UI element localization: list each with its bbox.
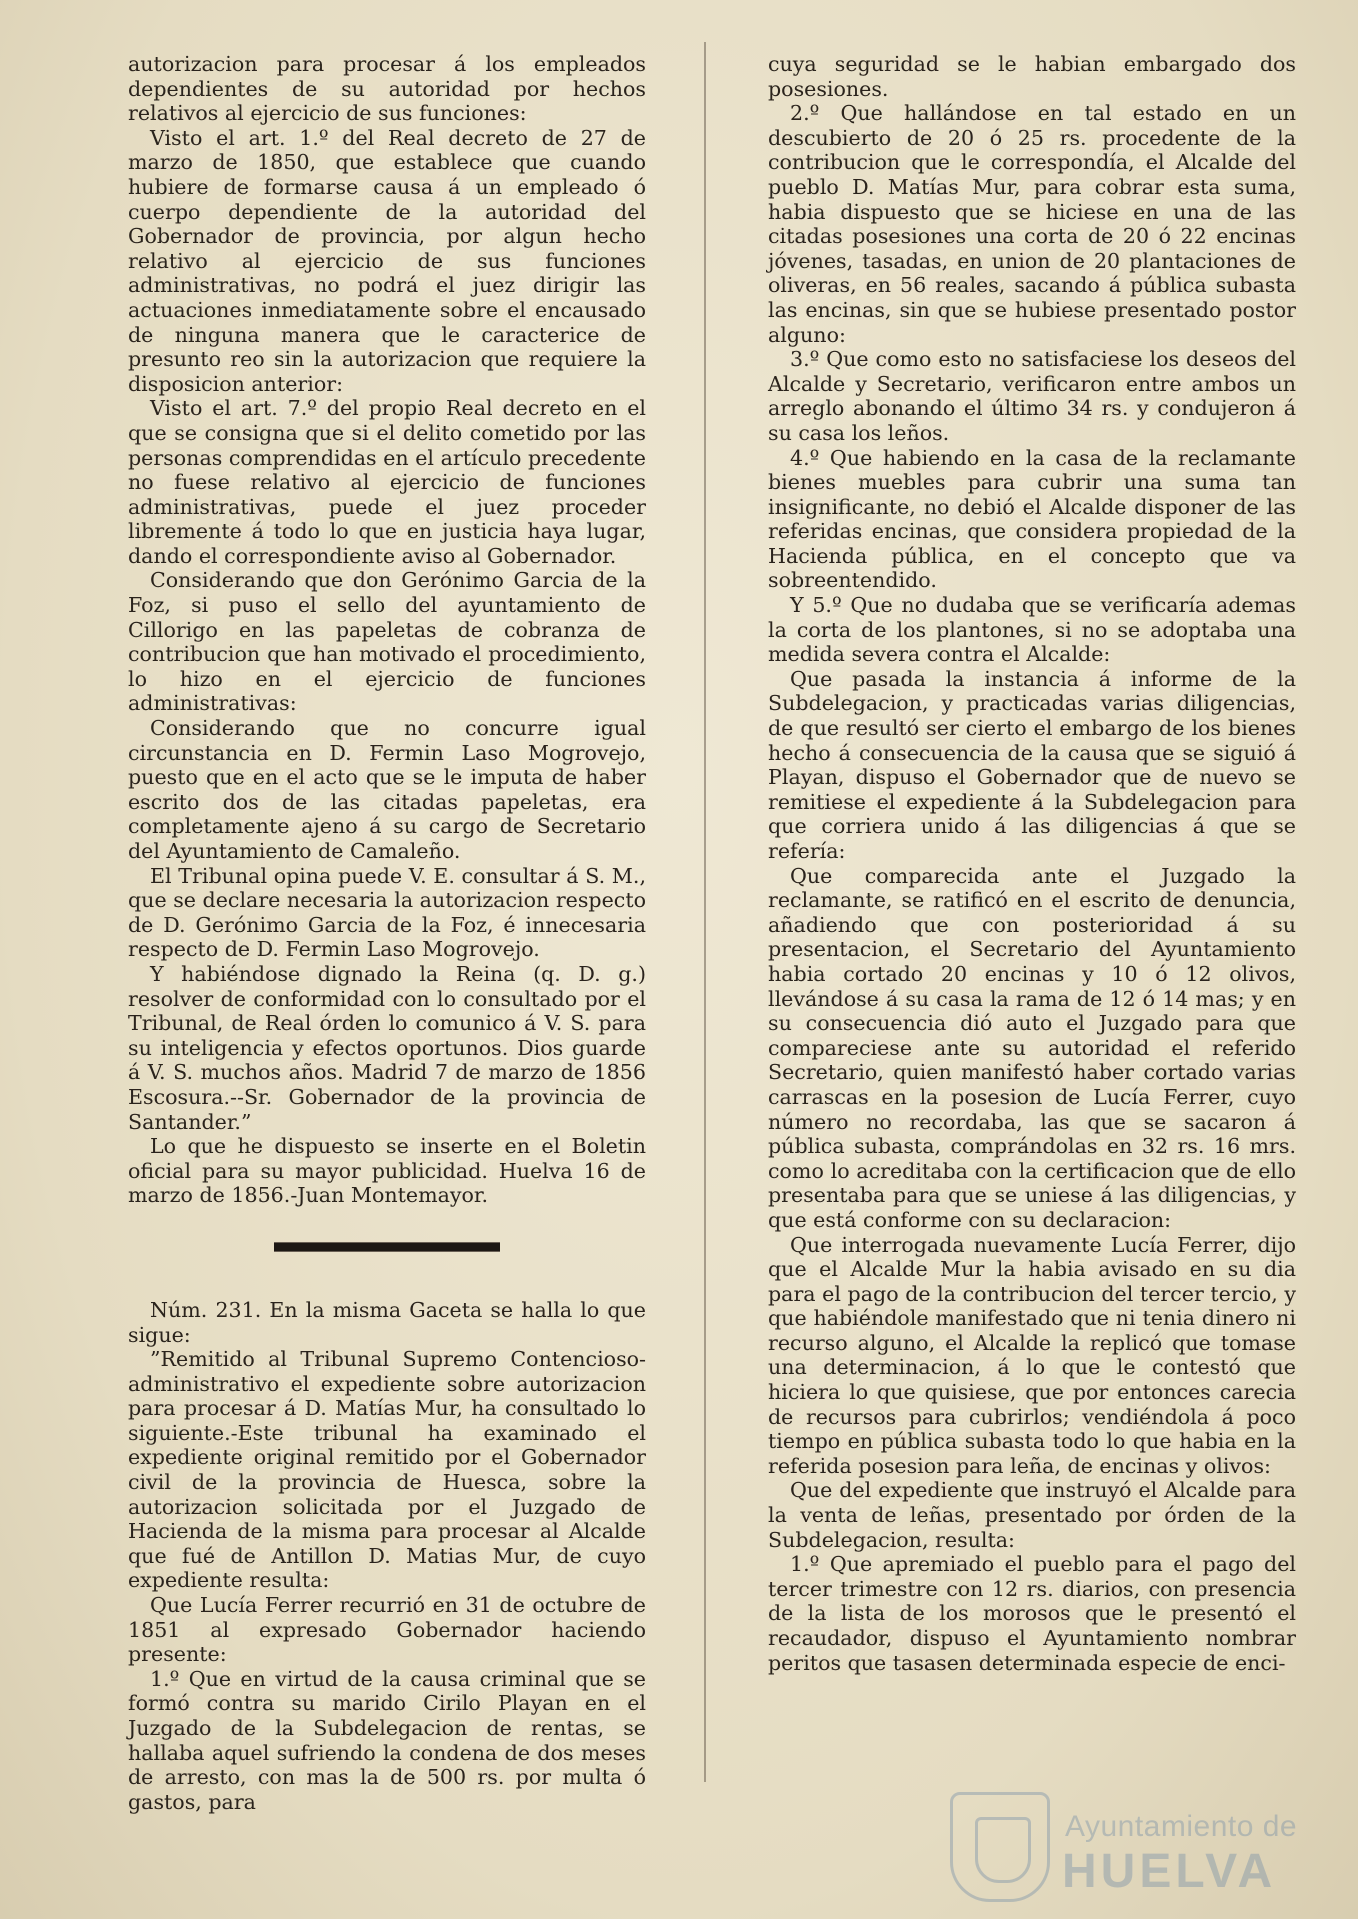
right-column [768, 52, 1296, 1675]
paragraph: Que del expediente que instruyó el Alcalde para la venta de leñas, presentado por órden de la Subdelegacion, resulta: [768, 1478, 1296, 1552]
paragraph: Visto el art. 1.º del Real decreto de 27 de marzo de 1850, que establece que cuando hubiere de formarse causa á un empleado ó cuerpo dependiente de la autoridad del Gobernador de provincia, por algun hecho relativo al ejercicio de sus funciones administrativas, no podrá el juez dirigir las actuaciones inmediatamente sobre el encausado de ninguna manera que le caracterice de presunto reo sin la autorizacion que requiere la disposicion anterior: [128, 125, 646, 396]
paragraph: Y habiéndose dignado la Reina (q. D. g.) resolver de conformidad con lo consultado por el Tribunal, de Real órden lo comunico á V. S. para su inteligencia y efectos oportunos. Dios guarde á V. S. muchos años. Madrid 7 de marzo de 1856 Escosura.--Sr. Gobernador de la provincia de Santander.” [128, 961, 646, 1134]
paragraph: ”Remitido al Tribunal Supremo Contencioso-administrativo el expediente sobre autorizacion para procesar á D. Matías Mur, ha consultado lo siguiente.-Este tribunal ha examinado el expediente original remitido por el Gobernador civil de la provincia de Huesca, sobre la autorizacion solicitada por el Juzgado de Hacienda de la misma para procesar al Alcalde que fué de Antillon D. Matias Mur, de cuyo expediente resulta: [128, 1347, 646, 1593]
column-divider [704, 42, 706, 1782]
paragraph: 3.º Que como esto no satisfaciese los deseos del Alcalde y Secretario, verificaron entre ambos un arreglo abonando el último 34 rs. y condujeron á su casa los leños. [768, 347, 1296, 445]
section-heading: Núm. 231. En la misma Gaceta se halla lo que sigue: [128, 1297, 646, 1347]
paragraph: Que Lucía Ferrer recurrió en 31 de octubre de 1851 al expresado Gobernador haciendo presente: [128, 1593, 646, 1667]
watermark-line1: Ayuntamiento de [1065, 1810, 1298, 1843]
paragraph: Lo que he dispuesto se inserte en el Boletin oficial para su mayor publicidad. Huelva 16 de marzo de 1856.-Juan Montemayor. [128, 1134, 646, 1208]
section-divider-rule [274, 1242, 500, 1252]
paragraph: Visto el art. 7.º del propio Real decreto en el que se consigna que si el delito cometido por las personas comprendidas en el artículo precedente no fuese relativo al ejercicio de funciones administrativas, puede el juez proceder libremente á todo lo que en justicia haya lugar, dando el correspondiente aviso al Gobernador. [128, 396, 646, 568]
paragraph: autorizacion para procesar á los empleados dependientes de su autoridad por hechos relativos al ejercicio de sus funciones: [128, 52, 646, 126]
paragraph: Que interrogada nuevamente Lucía Ferrer, dijo que el Alcalde Mur la habia avisado en su dia para el pago de la contribucion del tercer tercio, y que habiéndole manifestado que ni tenia dinero ni recurso alguno, el Alcalde la replicó que tomase una determinacion, á lo que le contestó que hiciera lo que quisiese, que por entonces carecia de recursos para cubrirlos; vendiéndola á poco tiempo en pública subasta todo lo que habia en la referida posesion para leña, de encinas y olivos: [768, 1232, 1296, 1478]
paragraph: 4.º Que habiendo en la casa de la reclamante bienes muebles para cubrir una suma tan insignificante, no debió el Alcalde disponer de las referidas encinas, que considera propiedad de la Hacienda pública, en el concepto que va sobreentendido. [768, 445, 1296, 593]
watermark-stamp [950, 1792, 1298, 1902]
paragraph: Y 5.º Que no dudaba que se verificaría ademas la corta de los plantones, si no se adoptaba una medida severa contra el Alcalde: [768, 593, 1296, 667]
paragraph: El Tribunal opina puede V. E. consultar á S. M., que se declare necesaria la autorizacion respecto de D. Gerónimo Garcia de la Foz, é innecesaria respecto de D. Fermin Laso Mogrovejo. [128, 863, 646, 962]
coat-of-arms-icon [950, 1792, 1050, 1902]
paragraph: 1.º Que en virtud de la causa criminal que se formó contra su marido Cirilo Playan en el Juzgado de la Subdelegacion de rentas, se hallaba aquel sufriendo la condena de dos meses de arresto, con mas la de 500 rs. por multa ó gastos, para [128, 1666, 646, 1814]
paragraph: 2.º Que hallándose en tal estado en un descubierto de 20 ó 25 rs. procedente de la contribucion que le correspondía, el Alcalde del pueblo D. Matías Mur, para cobrar esta suma, habia dispuesto que se hiciese en una de las citadas posesiones una corta de 20 ó 22 encinas jóvenes, tasadas, en union de 20 plantaciones de oliveras, en 56 reales, sacando á pública subasta las encinas, sin que se hubiese presentado postor alguno: [768, 101, 1296, 347]
paragraph: Que comparecida ante el Juzgado la reclamante, se ratificó en el escrito de denuncia, añadiendo que con posterioridad á su presentacion, el Secretario del Ayuntamiento habia cortado 20 encinas y 10 ó 12 olivos, llevándose á su casa la rama de 12 ó 14 mas; y en su consecuencia dió auto el Juzgado para que compareciese ante su autoridad el referido Secretario, quien manifestó haber cortado varias carrascas en la posesion de Lucía Ferrer, cuyo número no recordaba, las que se sacaron á pública subasta, comprándolas en 32 rs. 16 mrs. como lo acreditaba con la certificacion que de ello presentaba para que se uniese á las diligencias, y que está conforme con su declaracion: [768, 863, 1296, 1232]
paragraph: Considerando que don Gerónimo Garcia de la Foz, si puso el sello del ayuntamiento de Cillorigo en las papeletas de cobranza de contribucion que han motivado el procedimiento, lo hizo en el ejercicio de funciones administrativas: [128, 568, 646, 716]
paragraph: Que pasada la instancia á informe de la Subdelegacion, y practicadas varias diligencias, de que resultó ser cierto el embargo de los bienes hecho á consecuencia de la causa que se siguió á Playan, dispuso el Gobernador que de nuevo se remitiese el expediente á la Subdelegacion para que corriera unido á las diligencias á que se refería: [768, 666, 1296, 863]
paragraph: cuya seguridad se le habian embargado dos posesiones. [768, 52, 1296, 101]
paragraph: Considerando que no concurre igual circunstancia en D. Fermin Laso Mogrovejo, puesto que en el acto que se le imputa de haber escrito dos de las citadas papeletas, era completamente ajeno á su cargo de Secretario del Ayuntamiento de Camaleño. [128, 716, 646, 863]
paragraph: 1.º Que apremiado el pueblo para el pago del tercer trimestre con 12 rs. diarios, con presencia de la lista de los morosos que le presentó el recaudador, dispuso el Ayuntamiento nombrar peritos que tasasen determinada especie de enci- [768, 1552, 1296, 1675]
left-column [128, 52, 646, 1814]
watermark-line2: HUELVA [1062, 1845, 1277, 1898]
